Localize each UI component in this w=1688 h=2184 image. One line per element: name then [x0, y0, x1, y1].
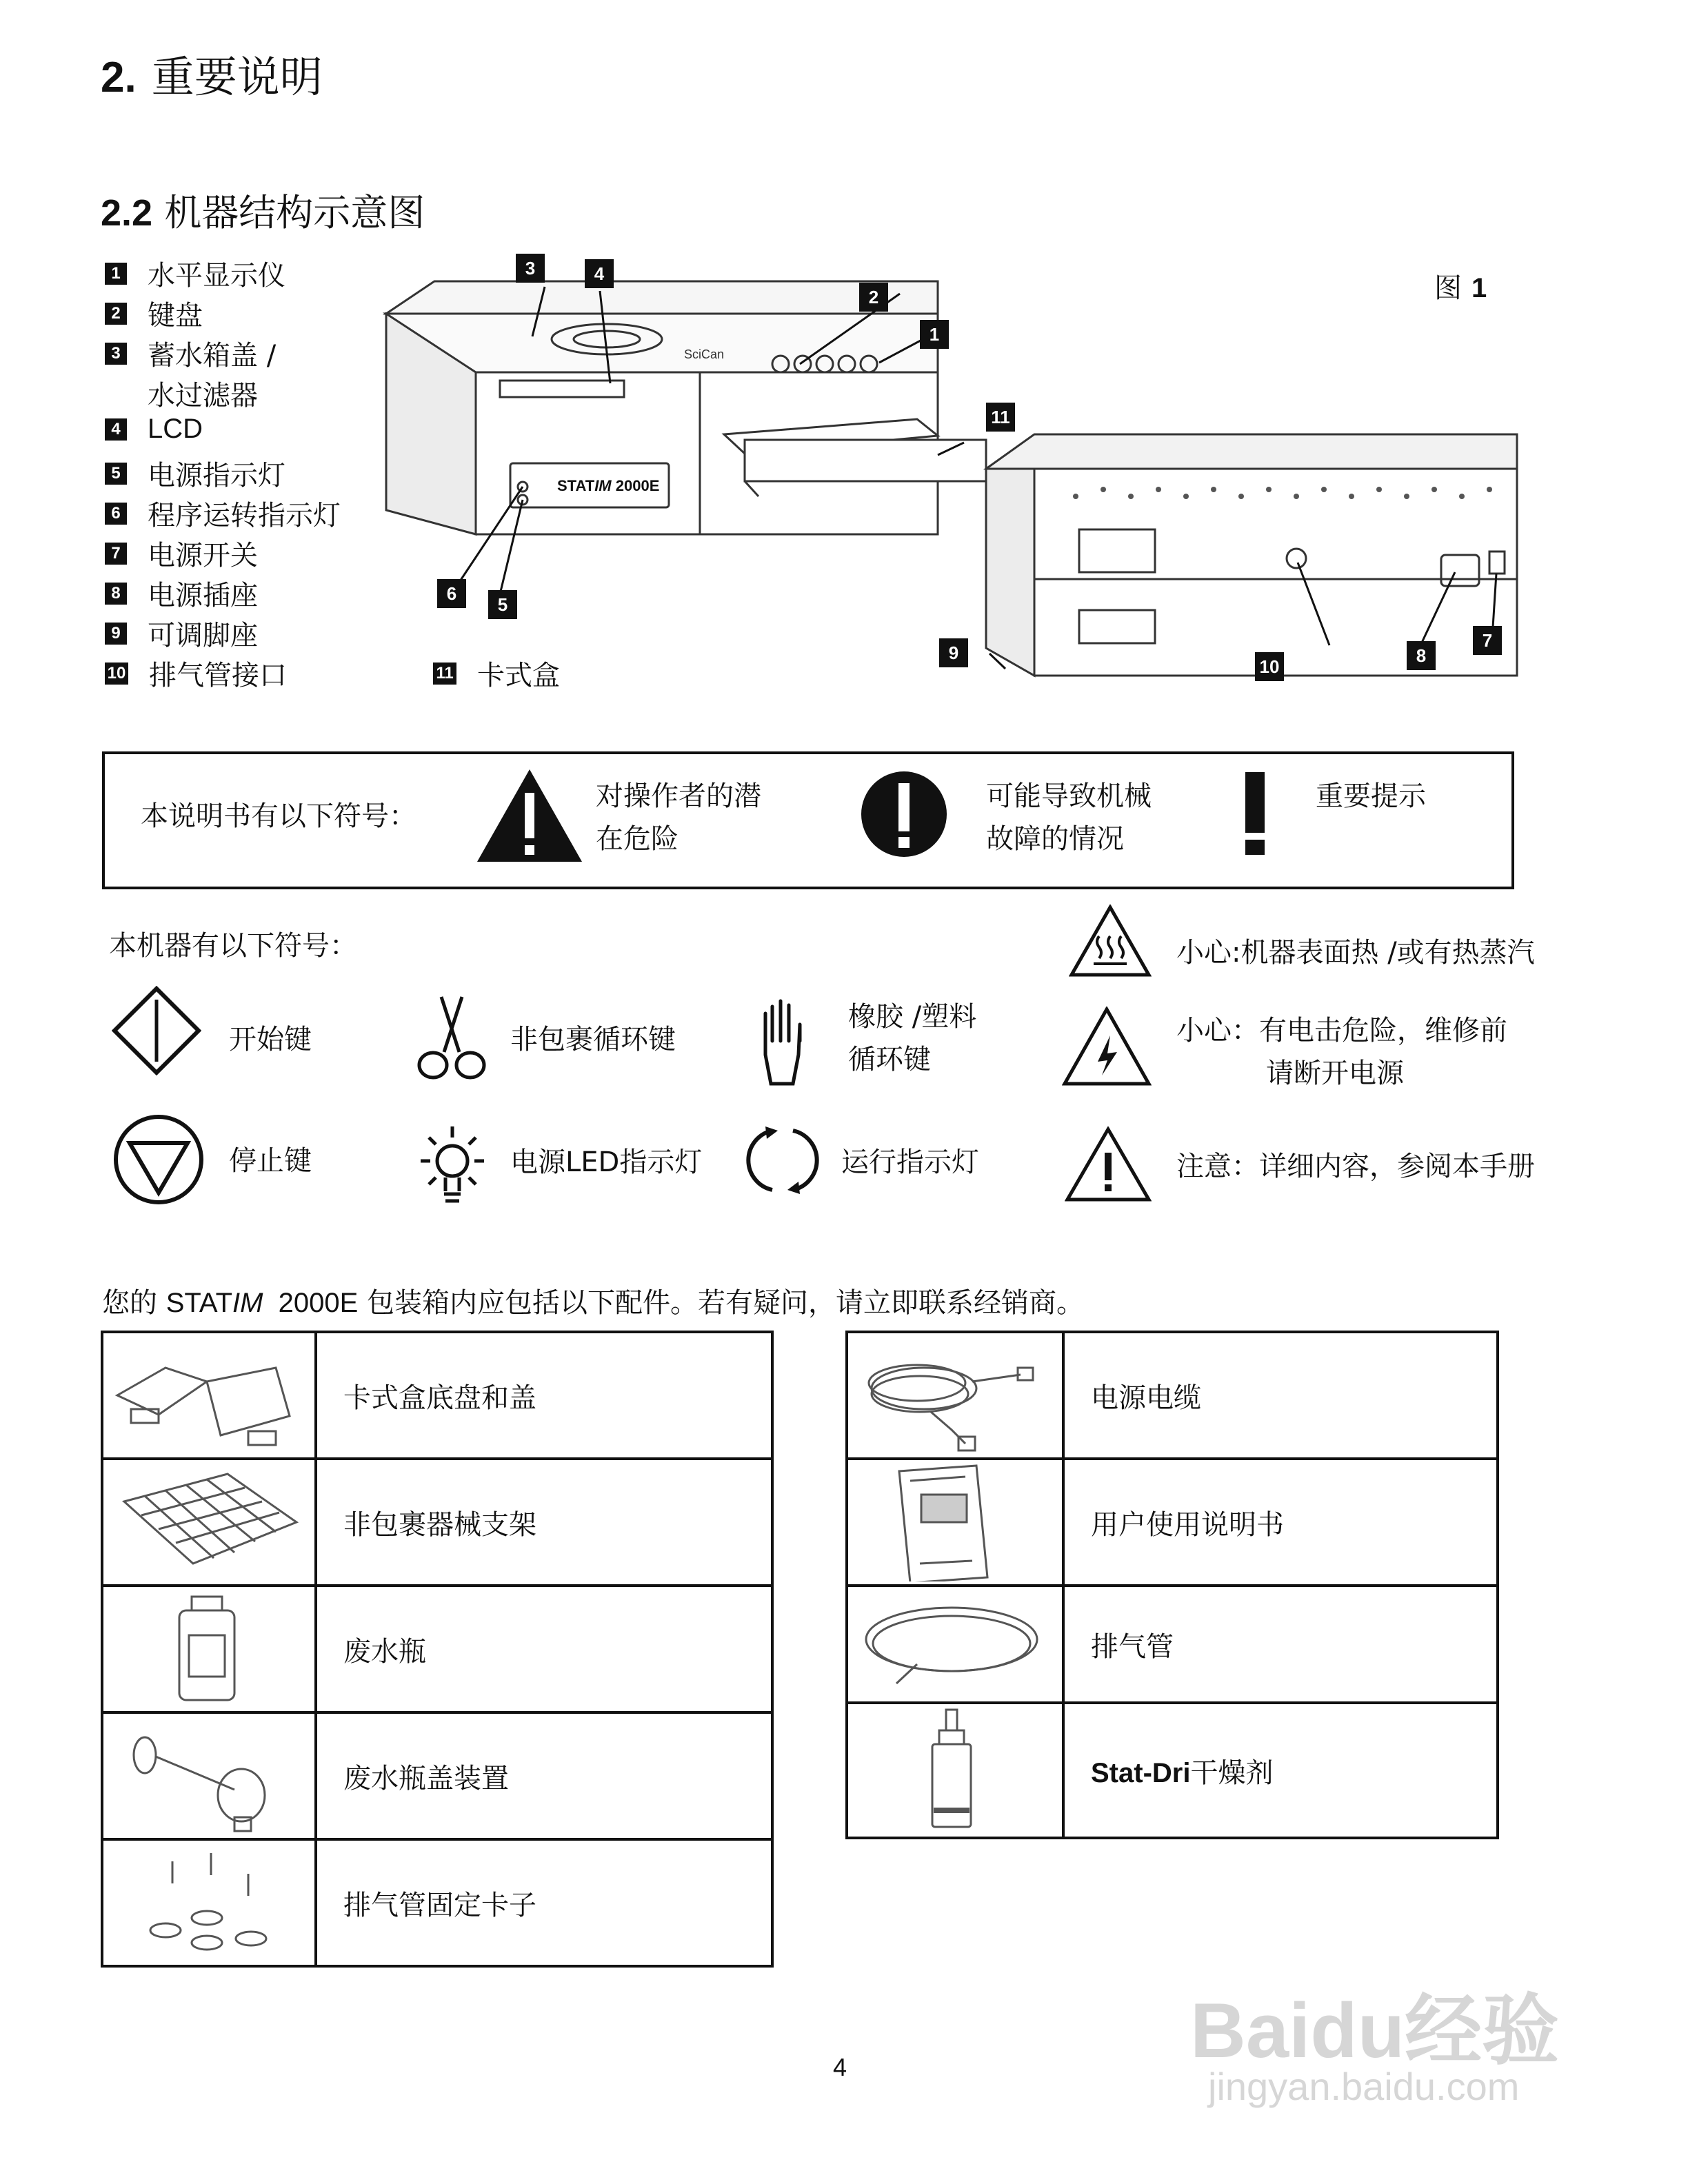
- clips-image: [102, 1839, 316, 1966]
- exhaust-tube-image: [847, 1586, 1063, 1703]
- warning-triangle-icon: [474, 767, 585, 865]
- cassette-icon: [103, 1333, 310, 1455]
- callout-11: 11: [986, 403, 1015, 432]
- cassette-image: [102, 1332, 316, 1459]
- power-cable-icon: [848, 1333, 1055, 1455]
- callout-2: 2: [859, 283, 888, 312]
- attention-icon: [1065, 1126, 1152, 1204]
- table-row: [847, 1586, 1498, 1703]
- machine-symbols-intro: 本机器有以下符号：: [109, 930, 357, 962]
- legend-item: 2 键盘: [105, 294, 203, 333]
- attention-label: 注意：详细内容，参阅本手册: [1176, 1151, 1535, 1182]
- accessory-label: 排气管: [1063, 1586, 1498, 1703]
- watermark-url: jingyan.baidu.com: [1208, 2065, 1520, 2108]
- accessory-label: 废水瓶: [316, 1586, 772, 1712]
- start-key-icon: [112, 986, 201, 1075]
- subsection-title: [101, 183, 425, 236]
- sterilizer-illustration: [372, 262, 1545, 703]
- accessory-label: 排气管固定卡子: [316, 1839, 772, 1966]
- legend-item: 10 排气管接口: [105, 654, 287, 693]
- legend-item: 水过滤器: [148, 380, 258, 412]
- symbol-text: 对操作者的潜 在危险: [596, 780, 761, 855]
- callout-10: 10: [1255, 652, 1284, 681]
- legend-item: 8 电源插座: [105, 574, 258, 613]
- waste-bottle-icon: [103, 1587, 310, 1708]
- legend-item: 7 电源开关: [105, 534, 258, 573]
- exhaust-tube-icon: [848, 1587, 1055, 1699]
- callout-9: 9: [939, 638, 968, 667]
- power-cable-image: [847, 1332, 1063, 1459]
- start-key-label: 开始键: [229, 1024, 312, 1055]
- manual-image: [847, 1459, 1063, 1586]
- table-row: [847, 1703, 1498, 1838]
- section-title-text: 重要说明: [151, 52, 323, 102]
- glove-icon: [757, 993, 805, 1096]
- legend-item: 3 蓄水箱盖 /: [105, 334, 276, 373]
- legend-item: 1 水平显示仪: [105, 254, 285, 293]
- legend-item: 9 可调脚座: [105, 614, 258, 653]
- power-led-label: 电源LED指示灯: [510, 1146, 703, 1178]
- desiccant-bottle-icon: [848, 1704, 1055, 1834]
- accessory-label: 废水瓶盖装置: [316, 1712, 772, 1839]
- page-number: 4: [833, 2053, 847, 2081]
- waste-bottle-image: [102, 1586, 316, 1712]
- device-model: STATIM 2000E: [557, 477, 660, 494]
- legend-item: 4 LCD: [105, 414, 203, 445]
- table-row: [102, 1459, 772, 1586]
- device-brand: SciCan: [684, 347, 725, 361]
- accessory-label: 卡式盒底盘和盖: [316, 1332, 772, 1459]
- bottle-cap-icon: [103, 1714, 310, 1835]
- package-contents-intro: 您的 STATIM 2000E 包装箱内应包括以下配件。若有疑问，请立即联系经销商。: [102, 1287, 1085, 1319]
- symbol-text: 重要提示: [1316, 780, 1426, 812]
- exclamation-circle-icon: [859, 769, 949, 859]
- accessory-label: Stat-Dri干燥剂: [1063, 1703, 1498, 1838]
- callout-4: 4: [585, 259, 614, 288]
- user-manual-icon: [848, 1460, 1055, 1581]
- accessories-table-right: [845, 1331, 1499, 1839]
- figure-label: 图 1: [1434, 272, 1487, 304]
- table-row: [102, 1586, 772, 1712]
- callout-5: 5: [488, 590, 517, 619]
- electric-shock-icon: [1062, 1007, 1152, 1088]
- table-row: [102, 1839, 772, 1966]
- callout-3: 3: [516, 254, 545, 283]
- legend-item: 6 程序运转指示灯: [105, 494, 341, 533]
- callout-6: 6: [437, 579, 466, 608]
- rack-icon: [103, 1460, 310, 1581]
- table-row: [102, 1332, 772, 1459]
- subsection-title-text: 机器结构示意图: [164, 191, 425, 234]
- clips-icon: [103, 1841, 310, 1962]
- section-title: [101, 43, 323, 104]
- subsection-number: 2.2: [101, 192, 153, 234]
- unwrapped-cycle-label: 非包裹循环键: [510, 1024, 676, 1055]
- symbol-text: 可能导致机械 故障的情况: [986, 780, 1152, 855]
- scissors-icon: [407, 993, 496, 1082]
- exclamation-icon: [1241, 771, 1269, 856]
- power-led-icon: [411, 1122, 494, 1212]
- manual-symbols-intro: 本说明书有以下符号：: [141, 800, 416, 832]
- desiccant-image: [847, 1703, 1063, 1838]
- electric-shock-label: 小心：有电击危险，维修前 请断开电源: [1176, 1015, 1507, 1089]
- stop-key-icon: [112, 1113, 205, 1206]
- legend-item: 5 电源指示灯: [105, 454, 285, 493]
- hot-surface-label: 小心:机器表面热 /或有热蒸汽: [1176, 937, 1535, 969]
- hot-surface-icon: [1069, 904, 1152, 979]
- rack-image: [102, 1459, 316, 1586]
- table-row: [847, 1459, 1498, 1586]
- rubber-cycle-label: 橡胶 /塑料 循环键: [848, 1001, 977, 1075]
- accessory-label: 非包裹器械支架: [316, 1459, 772, 1586]
- table-row: [102, 1712, 772, 1839]
- watermark-logo: Baidu经验: [1190, 1988, 1560, 2074]
- accessory-label: 电源电缆: [1063, 1332, 1498, 1459]
- callout-1: 1: [920, 320, 949, 349]
- running-indicator-icon: [745, 1122, 821, 1198]
- running-indicator-label: 运行指示灯: [841, 1146, 979, 1178]
- table-row: [847, 1332, 1498, 1459]
- callout-8: 8: [1407, 641, 1436, 670]
- section-number: 2.: [101, 54, 137, 101]
- stop-key-label: 停止键: [229, 1145, 312, 1177]
- callout-7: 7: [1473, 626, 1502, 655]
- legend-item: 11 卡式盒: [433, 654, 560, 693]
- accessory-label: 用户使用说明书: [1063, 1459, 1498, 1586]
- accessories-table-left: [101, 1331, 774, 1968]
- bottle-cap-image: [102, 1712, 316, 1839]
